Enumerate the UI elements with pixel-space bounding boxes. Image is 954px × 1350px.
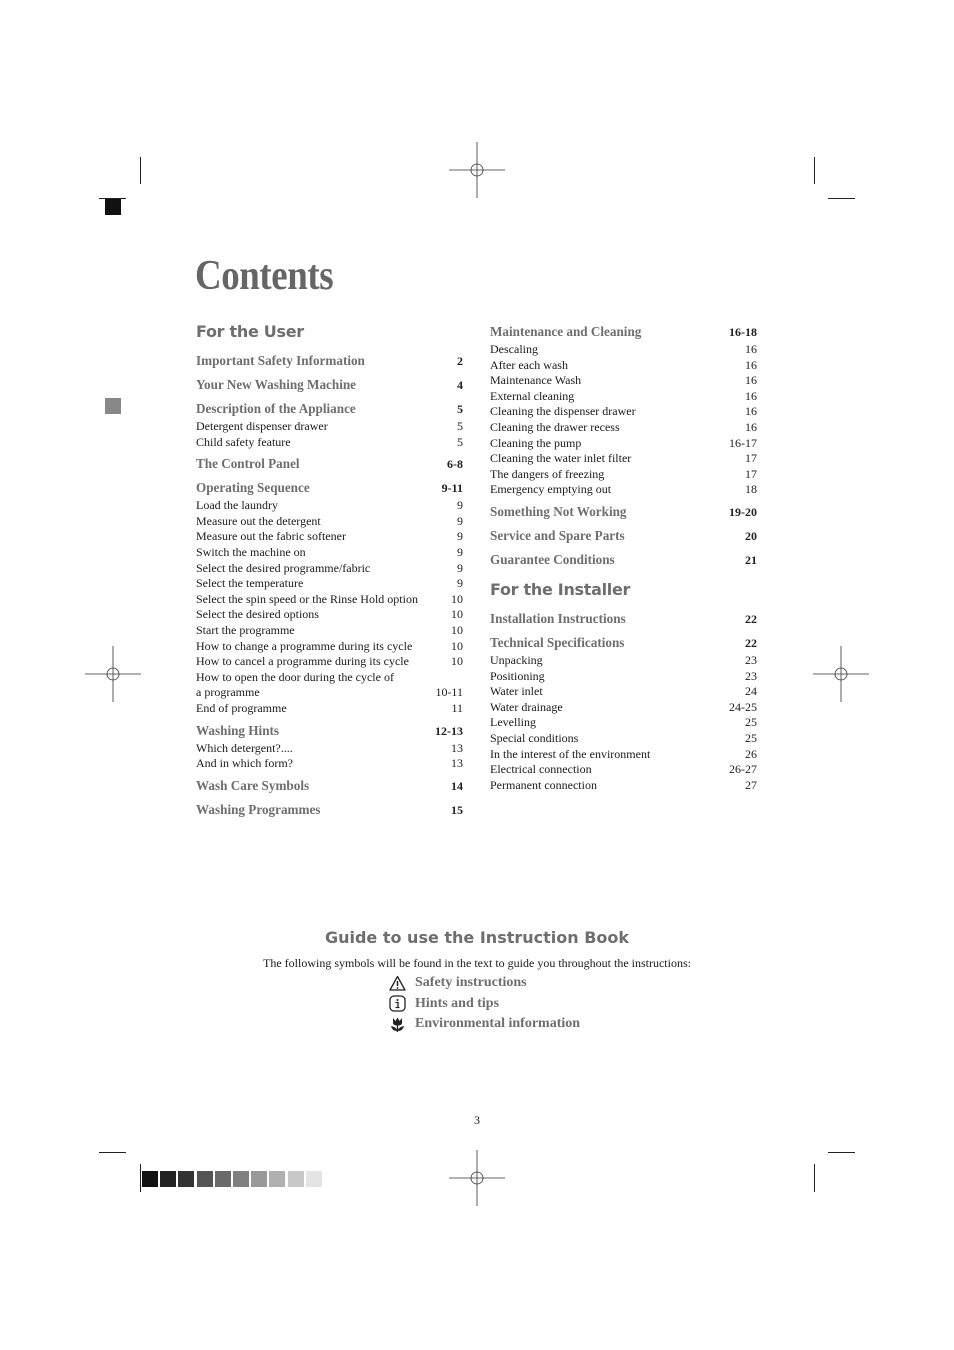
toc-entry: [196, 756, 463, 772]
calibration-swatch: [178, 1171, 194, 1187]
toc-entry-label: How to cancel a programme during its cycle: [196, 654, 409, 669]
warning-triangle-icon: [389, 975, 406, 992]
toc-entry: [490, 389, 757, 405]
toc-entry-page: 16: [745, 388, 757, 403]
toc-entry-label: How to open the door during the cycle of: [196, 669, 394, 684]
toc-entry-label: Wash Care Symbols: [196, 778, 310, 794]
toc-entry-label: The Control Panel: [196, 457, 300, 473]
toc-entry: [196, 419, 463, 435]
toc-heading-entry: [490, 322, 757, 342]
calibration-swatch: [215, 1171, 231, 1187]
toc-entry: [196, 623, 463, 639]
toc-entry: [196, 685, 463, 701]
toc-entry-label: Maintenance and Cleaning: [490, 325, 642, 340]
toc-entry: [196, 514, 463, 530]
toc-entry-label: Cleaning the dispenser drawer: [490, 404, 636, 419]
toc-entry-page: 16: [745, 357, 757, 372]
toc-entry-page: 10: [451, 622, 463, 637]
crop-mark: [814, 1164, 815, 1192]
crop-mark: [140, 157, 141, 184]
toc-heading-entry: [490, 550, 757, 570]
toc-entry-page: 11: [451, 700, 463, 715]
toc-heading-entry: [196, 776, 463, 796]
toc-entry-page: 26: [745, 746, 757, 761]
toc-heading-entry: [196, 454, 463, 474]
maintenance-column: [490, 322, 757, 793]
crop-mark: [828, 198, 855, 199]
toc-entry-page: 17: [745, 451, 757, 466]
toc-entry-page: 22: [745, 635, 757, 650]
toc-entry-page: 5: [457, 402, 463, 416]
toc-entry: [196, 607, 463, 623]
toc-entry: [490, 762, 757, 778]
toc-entry: [490, 653, 757, 669]
toc-entry: [196, 545, 463, 561]
page-number: 3: [474, 1113, 480, 1127]
toc-entry-label: Important Safety Information: [196, 354, 365, 369]
toc-entry: [490, 684, 757, 700]
user-toc-list: [196, 351, 463, 820]
crop-mark: [814, 157, 815, 184]
calibration-swatch: [288, 1171, 304, 1187]
registration-mark-icon: [813, 646, 869, 702]
toc-entry-label: Maintenance Wash: [490, 373, 582, 388]
toc-entry-page: 15: [451, 802, 463, 817]
toc-entry-page: 22: [745, 611, 757, 626]
toc-entry-label: Detergent dispenser drawer: [196, 419, 328, 433]
toc-entry-label: Load the laundry: [196, 498, 278, 513]
toc-entry: [196, 592, 463, 608]
calibration-swatch: [251, 1171, 267, 1187]
toc-entry: [490, 420, 757, 436]
toc-entry-page: 13: [451, 740, 463, 755]
toc-entry: [490, 731, 757, 747]
toc-entry-label: Permanent connection: [490, 777, 597, 792]
toc-entry-page: 16-17: [729, 435, 757, 450]
toc-entry-label: Child safety feature: [196, 434, 291, 449]
toc-entry-label: The dangers of freezing: [490, 466, 605, 481]
page-title: Contents: [195, 253, 334, 299]
symbol-legend: [389, 973, 580, 1035]
toc-entry-label: Water inlet: [490, 684, 543, 699]
toc-entry-label: Service and Spare Parts: [490, 528, 625, 544]
toc-entry: [196, 741, 463, 757]
legend-label: Hints and tips: [415, 995, 500, 1011]
toc-entry-page: 10: [451, 607, 463, 622]
toc-entry: [490, 467, 757, 483]
toc-entry-page: 9: [457, 560, 463, 575]
toc-entry-page: 14: [451, 778, 463, 793]
toc-entry-label: Water drainage: [490, 699, 563, 714]
calibration-swatch: [269, 1171, 285, 1187]
toc-entry: [490, 482, 757, 498]
toc-entry: [490, 747, 757, 763]
guide-subtitle: The following symbols will be found in the text to guide you throughout the instructions:: [263, 956, 691, 970]
toc-entry-label: Installation Instructions: [490, 611, 626, 627]
toc-entry-page: 4: [457, 378, 463, 392]
toc-entry-page: 5: [457, 434, 463, 449]
toc-heading-entry: [490, 502, 757, 522]
crop-mark: [99, 1152, 126, 1153]
toc-entry-label: Guarantee Conditions: [490, 552, 615, 568]
toc-entry: [490, 373, 757, 389]
toc-entry: [196, 701, 463, 717]
toc-entry-label: Cleaning the drawer recess: [490, 419, 620, 434]
toc-entry-label: Something Not Working: [490, 504, 627, 520]
toc-entry: [196, 654, 463, 670]
toc-entry-page: 9: [457, 544, 463, 559]
section-heading-installer: For the Installer: [490, 579, 631, 599]
toc-entry-label: Which detergent?....: [196, 740, 293, 755]
toc-heading-entry: [490, 526, 757, 546]
toc-entry-page: 16: [745, 419, 757, 434]
toc-entry: [196, 576, 463, 592]
toc-entry-page: 9-11: [441, 481, 463, 496]
toc-entry-page: 13: [451, 756, 463, 771]
toc-entry-label: Measure out the fabric softener: [196, 529, 346, 544]
toc-entry-page: 18: [745, 482, 757, 497]
toc-entry-label: Your New Washing Machine: [196, 378, 357, 393]
toc-entry: [490, 700, 757, 716]
toc-entry-page: 6-8: [447, 457, 463, 472]
toc-entry-page: 9: [457, 498, 463, 513]
toc-heading-entry: [490, 609, 757, 629]
toc-entry-page: 23: [745, 652, 757, 667]
toc-entry-label: Switch the machine on: [196, 544, 306, 559]
toc-entry: [490, 669, 757, 685]
toc-entry-label: Washing Programmes: [196, 802, 321, 818]
toc-entry-label: Cleaning the water inlet filter: [490, 451, 632, 466]
toc-entry-label: Select the desired programme/fabric: [196, 560, 371, 575]
toc-entry-page: 27: [745, 777, 757, 792]
calibration-swatch: [160, 1171, 176, 1187]
toc-entry-page: 2: [457, 354, 463, 368]
toc-entry-label: Select the spin speed or the Rinse Hold option: [196, 591, 418, 606]
toc-entry-page: 9: [457, 576, 463, 591]
toc-entry-page: 19-20: [729, 504, 757, 519]
toc-entry-page: 10-11: [435, 685, 463, 700]
legend-label: Safety instructions: [415, 975, 527, 991]
toc-entry: [196, 670, 463, 686]
calibration-swatch: [197, 1171, 213, 1187]
calibration-swatch: [233, 1171, 249, 1187]
toc-entry-label: Positioning: [490, 668, 545, 683]
toc-entry-label: Measure out the detergent: [196, 513, 321, 528]
toc-entry: [490, 715, 757, 731]
toc-entry: [490, 358, 757, 374]
toc-entry-page: 16: [745, 342, 757, 356]
toc-entry-label: a programme: [196, 685, 260, 700]
toc-heading-entry: [196, 351, 463, 371]
toc-heading-entry: [196, 375, 463, 395]
toc-entry-label: External cleaning: [490, 388, 575, 403]
toc-heading-entry: [196, 478, 463, 498]
toc-heading-entry: [490, 633, 757, 653]
toc-entry-page: 12-13: [435, 723, 463, 738]
toc-entry-page: 10: [451, 591, 463, 606]
black-square-mark: [105, 199, 121, 215]
registration-mark-icon: [85, 646, 141, 702]
toc-entry: [490, 342, 757, 358]
toc-entry-label: Electrical connection: [490, 762, 592, 777]
legend-item-hints: [389, 994, 580, 1015]
toc-entry-label: Operating Sequence: [196, 481, 310, 497]
registration-mark-icon: [449, 1150, 505, 1206]
toc-entry-page: 5: [457, 419, 463, 433]
toc-entry-label: Select the temperature: [196, 576, 304, 591]
section-heading-user: For the User: [196, 322, 304, 341]
toc-heading-entry: [196, 800, 463, 820]
legend-label: Environmental information: [415, 1016, 581, 1032]
toc-entry-page: 20: [745, 528, 757, 543]
toc-entry: [196, 435, 463, 451]
legend-item-environment: [389, 1014, 580, 1035]
toc-entry: [196, 498, 463, 514]
toc-entry-label: Cleaning the pump: [490, 435, 582, 450]
toc-entry-label: In the interest of the environment: [490, 746, 651, 761]
toc-entry: [196, 639, 463, 655]
toc-entry-page: 24-25: [729, 699, 757, 714]
toc-entry-page: 16: [745, 373, 757, 388]
toc-entry-label: Levelling: [490, 715, 536, 730]
toc-entry: [490, 404, 757, 420]
toc-entry-page: 23: [745, 668, 757, 683]
toc-entry: [490, 778, 757, 794]
toc-entry-page: 17: [745, 466, 757, 481]
guide-title: Guide to use the Instruction Book: [324, 928, 630, 947]
toc-entry-page: 16: [745, 404, 757, 419]
calibration-swatch: [142, 1171, 158, 1187]
toc-entry-page: 25: [745, 730, 757, 745]
info-icon: [389, 995, 406, 1012]
toc-entry-label: Washing Hints: [196, 723, 280, 739]
flower-icon: [389, 1016, 406, 1033]
calibration-swatch: [306, 1171, 322, 1187]
toc-entry-page: 25: [745, 715, 757, 730]
toc-entry-label: And in which form?: [196, 756, 293, 771]
toc-entry: [196, 561, 463, 577]
toc-entry-page: 9: [457, 513, 463, 528]
toc-entry-page: 9: [457, 529, 463, 544]
crop-mark: [140, 1164, 141, 1192]
toc-entry-label: Unpacking: [490, 652, 543, 667]
toc-entry-page: 21: [745, 552, 757, 567]
registration-mark-icon: [449, 142, 505, 198]
grey-square-mark: [105, 398, 121, 414]
toc-entry-page: 16-18: [729, 325, 757, 339]
crop-mark: [828, 1152, 855, 1153]
toc-heading-entry: [196, 721, 463, 741]
toc-entry-label: Start the programme: [196, 622, 295, 637]
toc-entry-page: 26-27: [729, 762, 757, 777]
toc-entry-label: After each wash: [490, 357, 568, 372]
installer-toc-list: [490, 609, 757, 793]
toc-entry-label: Select the desired options: [196, 607, 319, 622]
toc-entry-label: Special conditions: [490, 730, 579, 745]
toc-entry-page: 10: [451, 654, 463, 669]
toc-entry: [490, 451, 757, 467]
toc-entry-page: 24: [745, 684, 757, 699]
toc-entry-label: How to change a programme during its cycle: [196, 638, 413, 653]
toc-entry: [196, 529, 463, 545]
toc-heading-entry: [196, 399, 463, 419]
toc-entry-label: Descaling: [490, 342, 538, 356]
toc-entry-label: Description of the Appliance: [196, 402, 356, 417]
toc-entry-label: Emergency emptying out: [490, 482, 612, 497]
toc-entry-page: 10: [451, 638, 463, 653]
toc-entry-label: Technical Specifications: [490, 635, 625, 651]
toc-entry: [490, 436, 757, 452]
toc-entry-label: End of programme: [196, 700, 287, 715]
user-column: [196, 321, 463, 820]
legend-item-safety: [389, 973, 580, 994]
maintenance-toc-list: [490, 322, 757, 570]
